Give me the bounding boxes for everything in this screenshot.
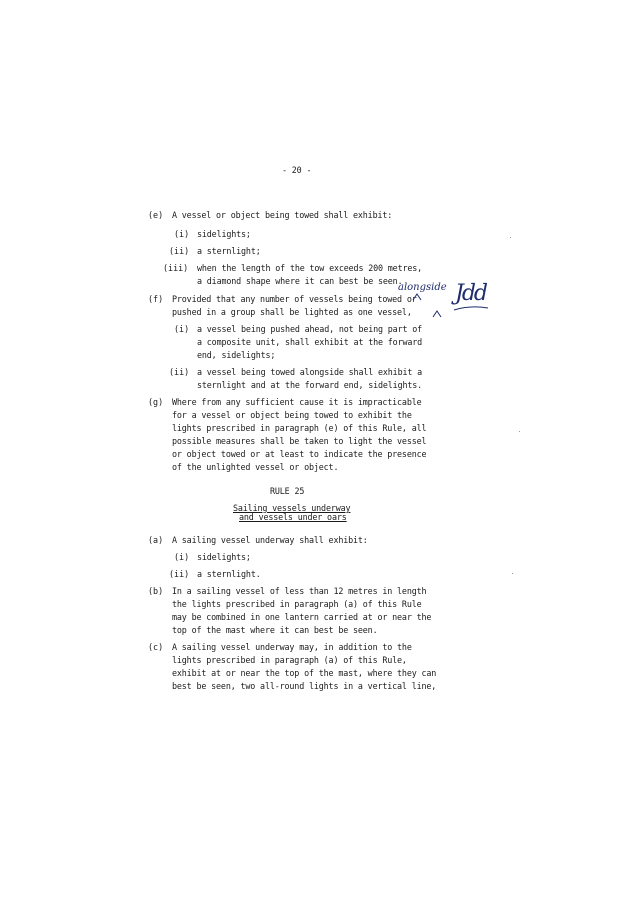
rule-heading: RULE 25: [270, 486, 305, 496]
item-a-ii-num: (ii): [169, 569, 190, 579]
item-e-iii-num: (iii): [163, 263, 189, 273]
item-f-i-line-2: a composite unit, shall exhibit at the forward: [197, 337, 423, 347]
paragraph-e-label: (e): [148, 210, 164, 220]
item-e-i-num: (i): [174, 229, 190, 239]
paragraph-b-line-4: top of the mast where it can best be seen.: [172, 625, 378, 635]
paragraph-g-line-6: of the unlighted vessel or object.: [172, 462, 339, 472]
initials-underline-icon: [452, 304, 492, 312]
paragraph-g-line-3: lights prescribed in paragraph (e) of this Rule, all: [172, 423, 427, 433]
item-f-i-line-1: a vessel being pushed ahead, not being part of: [197, 324, 423, 334]
paragraph-g-line-5: or object towed or at least to indicate the presence: [172, 449, 427, 459]
item-e-iii-line-2: a diamond shape where it can best be seen.: [197, 276, 403, 286]
item-e-iii-line-1: when the length of the tow exceeds 200 metres,: [197, 263, 423, 273]
paragraph-c-label: (c): [148, 642, 164, 652]
item-f-i-num: (i): [174, 324, 190, 334]
item-e-ii-num: (ii): [169, 246, 190, 256]
item-f-i-line-3: end, sidelights;: [197, 350, 276, 360]
handwritten-insertion: alongside: [398, 282, 447, 293]
paragraph-c-line-1: A sailing vessel underway may, in addition to the: [172, 642, 412, 652]
insertion-caret-icon: [408, 292, 458, 332]
scan-speck: [510, 237, 511, 238]
scan-speck: [512, 573, 513, 574]
item-f-ii-num: (ii): [169, 367, 190, 377]
paragraph-g-line-1: Where from any sufficient cause it is impracticable: [172, 397, 422, 407]
rule-subheading-line-1: Sailing vessels underway: [233, 503, 351, 513]
paragraph-b-line-1: In a sailing vessel of less than 12 metres in length: [172, 586, 427, 596]
item-f-ii-line-1: a vessel being towed alongside shall exhibit a: [197, 367, 423, 377]
item-f-ii-line-2: sternlight and at the forward end, sidelights.: [197, 380, 423, 390]
item-e-i-text: sidelights;: [197, 229, 251, 239]
paragraph-g-line-4: possible measures shall be taken to light the vessel: [172, 436, 427, 446]
paragraph-b-line-3: may be combined in one lantern carried at or near the: [172, 612, 432, 622]
paragraph-c-line-2: lights prescribed in paragraph (a) of this Rule,: [172, 655, 407, 665]
scan-speck: [519, 431, 520, 432]
item-a-i-num: (i): [174, 552, 190, 562]
item-a-i-text: sidelights;: [197, 552, 251, 562]
paragraph-f-line-2: pushed in a group shall be lighted as one vessel,: [172, 307, 412, 317]
handwritten-initials: Jdd: [455, 281, 486, 306]
paragraph-c-line-3: exhibit at or near the top of the mast, where they can: [172, 668, 437, 678]
paragraph-a-label: (a): [148, 535, 164, 545]
item-e-ii-text: a sternlight;: [197, 246, 261, 256]
paragraph-b-label: (b): [148, 586, 164, 596]
paragraph-g-label: (g): [148, 397, 164, 407]
paragraph-f-label: (f): [148, 294, 164, 304]
item-a-ii-text: a sternlight.: [197, 569, 261, 579]
paragraph-g-line-2: for a vessel or object being towed to exhibit the: [172, 410, 412, 420]
paragraph-a-text: A sailing vessel underway shall exhibit:: [172, 535, 368, 545]
paragraph-b-line-2: the lights prescribed in paragraph (a) of this Rule: [172, 599, 422, 609]
paragraph-c-line-4: best be seen, two all-round lights in a vertical line,: [172, 681, 437, 691]
paragraph-f-line-1: Provided that any number of vessels being towed or: [172, 294, 417, 304]
rule-subheading-line-2: and vessels under oars: [239, 512, 347, 522]
paragraph-e-text: A vessel or object being towed shall exhibit:: [172, 210, 393, 220]
page-number: - 20 -: [282, 165, 312, 175]
